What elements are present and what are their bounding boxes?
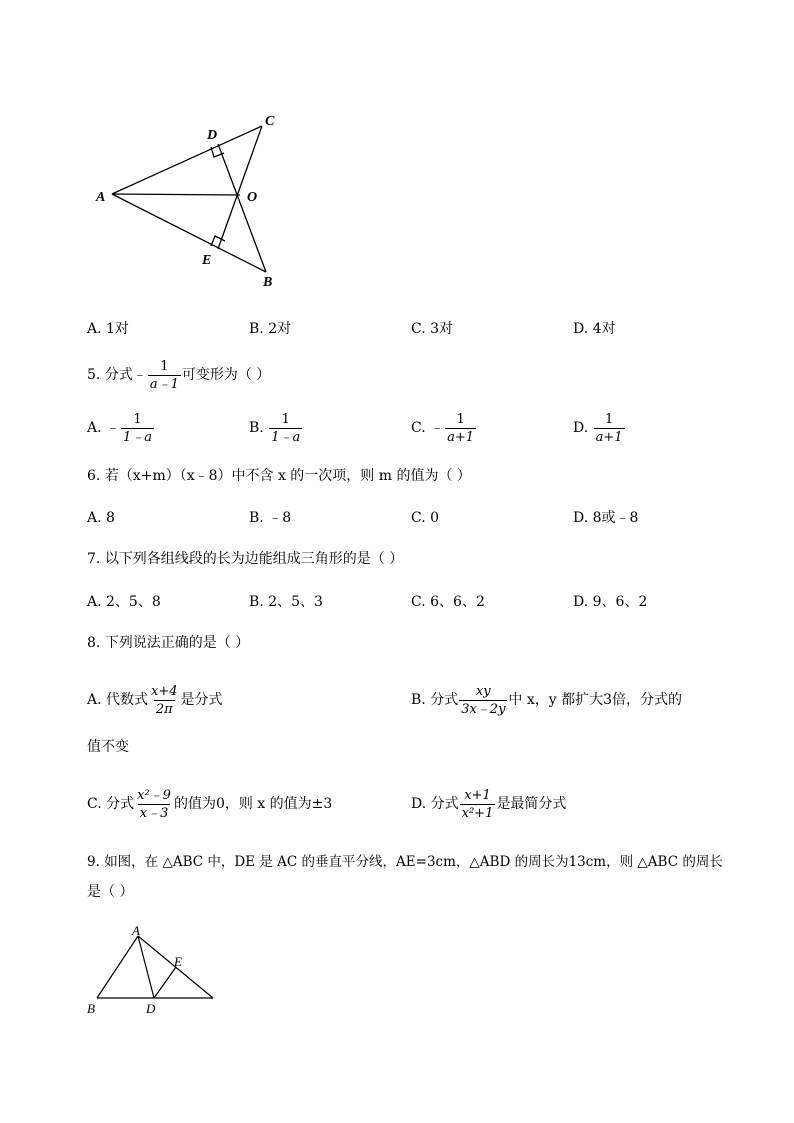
figure-1-triangle [90,108,290,298]
label-C: C [265,114,275,129]
segment-DE [154,967,176,998]
segment-CE [218,126,262,249]
q8-option-a[interactable]: A. 代数式 $\frac{x+4}{2\pi}$ 是分式 [87,683,223,717]
q5-option-a[interactable]: A. ﹣ $\frac{1}{1﹣a}$ [87,411,153,445]
q5-stem: 5. 分式﹣ $\frac{1}{a﹣1}$ 可变形为（ ） [87,358,271,392]
q5-option-d[interactable]: D. $\frac{1}{a+1}$ [573,411,623,445]
q5-option-c[interactable]: C. ﹣ $\frac{1}{a+1}$ [411,411,475,445]
q6-stem: 6. 若（x+m）（x﹣8）中不含 x 的一次项，则 m 的值为（ ） [87,468,471,484]
q6-option-c[interactable]: C. 0 [411,510,440,526]
q4-option-c[interactable]: C. 3对 [411,321,454,337]
q5-option-b[interactable]: B. $\frac{1}{1﹣a}$ [249,411,301,445]
label-D: D [207,128,218,143]
q7-stem: 7. 以下列各组线段的长为边能组成三角形的是（ ） [87,551,404,567]
q4-option-b[interactable]: B. 2对 [249,321,292,337]
segment-BD [218,144,266,272]
segment-AB [112,194,266,272]
q8-option-b[interactable]: B. 分式 $\frac{xy}{3x﹣2y}$ 中 x，y 都扩大3倍，分式的 [411,683,683,717]
label-B: B [263,275,273,290]
label-A: A [132,923,140,938]
q7-option-b[interactable]: B. 2、5、3 [249,594,323,610]
q7-option-d[interactable]: D. 9、6、2 [573,594,648,610]
segment-AD [138,936,154,998]
label-D: D [146,1001,156,1016]
q4-option-a[interactable]: A. 1对 [87,321,129,337]
label-O: O [247,190,258,205]
label-A: A [96,190,106,205]
q9-stem-line-1: 9. 如图，在 △ABC 中，DE 是 AC 的垂直平分线，AE=3cm，△ABD 的周长为13cm，则 △ABC 的周长 [87,854,723,870]
q6-option-d[interactable]: D. 8或﹣8 [573,510,639,526]
q8-option-b-continued: 值不变 [87,739,129,755]
label-B: B [87,1001,95,1016]
q8-option-c[interactable]: C. 分式 $\frac{\text{x²﹣9}}{x﹣3}$ 的值为0，则 x 的值为±3 [87,787,333,821]
q8-option-d[interactable]: D. 分式 $\frac{x+1}{\text{x²+1}}$ 是最简分式 [411,787,567,821]
q7-option-c[interactable]: C. 6、6、2 [411,594,485,610]
label-E: E [174,954,182,969]
q4-option-d[interactable]: D. 4对 [573,321,616,337]
q8-stem: 8. 下列说法正确的是（ ） [87,635,250,651]
segment-AC [112,126,262,194]
segment-AB [97,936,138,998]
label-E: E [202,253,212,268]
segment-AO [112,194,240,195]
q6-option-a[interactable]: A. 8 [87,510,115,526]
figure-2-triangle [82,922,222,1022]
q9-stem-line-2: 是（ ） [87,884,134,900]
q6-option-b[interactable]: B. ﹣8 [249,510,292,526]
q7-option-a[interactable]: A. 2、5、8 [87,594,161,610]
